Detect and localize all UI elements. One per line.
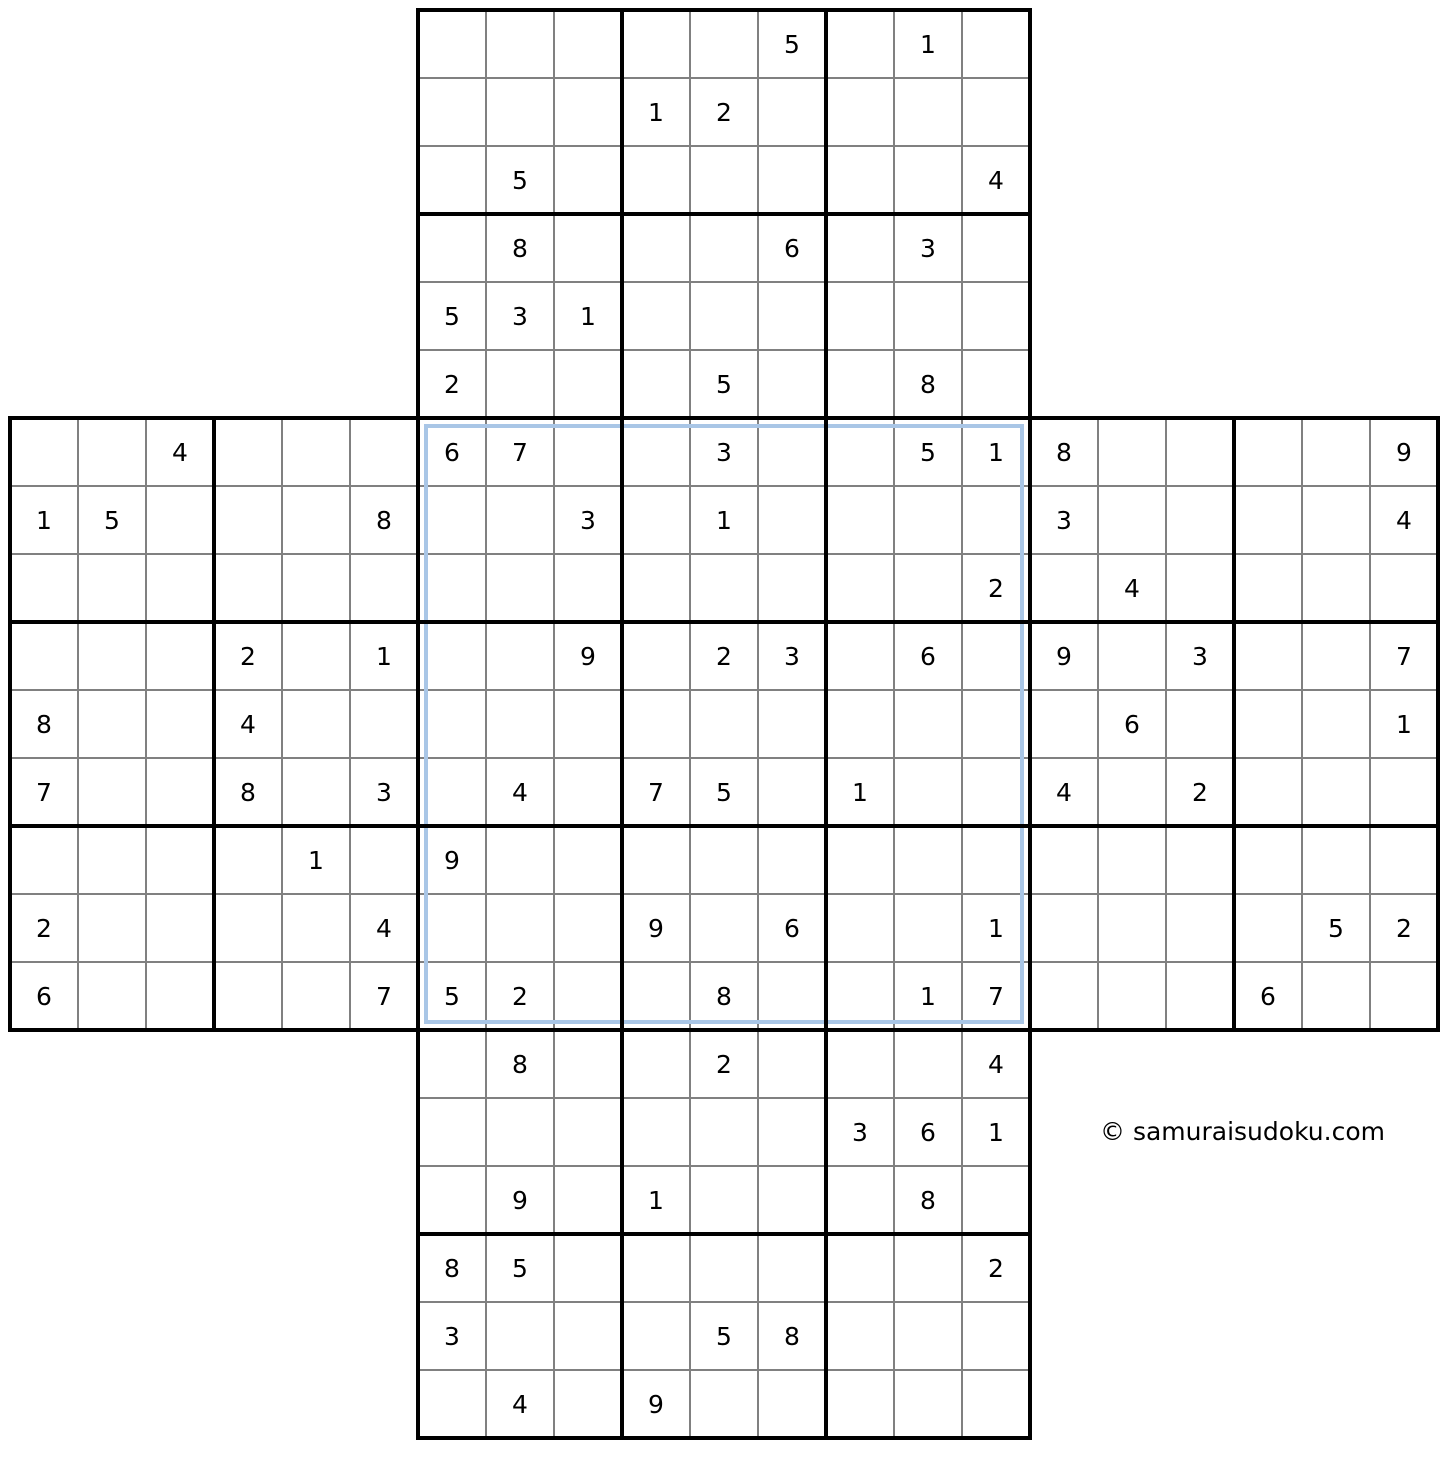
sudoku-cell[interactable] [1234,826,1302,894]
given-digit: 3 [580,506,596,535]
given-digit: 8 [784,1322,800,1351]
sudoku-cell[interactable] [350,554,418,622]
sudoku-cell[interactable] [554,1098,622,1166]
sudoku-cell[interactable] [1098,486,1166,554]
sudoku-cell[interactable] [1234,418,1302,486]
sudoku-cell[interactable] [1302,622,1370,690]
given-digit: 2 [1192,778,1208,807]
sudoku-cell[interactable] [350,690,418,758]
sudoku-cell[interactable] [826,214,894,282]
sudoku-cell[interactable] [1166,962,1234,1030]
given-digit: 5 [1328,914,1344,943]
sudoku-cell[interactable] [962,1370,1030,1438]
sudoku-cell[interactable] [622,350,690,418]
sudoku-cell[interactable] [1302,554,1370,622]
copyright-watermark: © samuraisudoku.com [1100,1117,1385,1146]
given-digit: 1 [852,778,868,807]
given-digit: 6 [920,642,936,671]
given-digit: 7 [36,778,52,807]
given-digit: 3 [512,302,528,331]
sudoku-cell[interactable] [554,826,622,894]
sudoku-cell[interactable] [758,1098,826,1166]
sudoku-cell[interactable] [826,1166,894,1234]
sudoku-cell[interactable] [554,1370,622,1438]
sudoku-cell[interactable] [690,1370,758,1438]
sudoku-cell[interactable] [214,894,282,962]
sudoku-cell[interactable] [78,554,146,622]
sudoku-cell[interactable] [690,554,758,622]
sudoku-cell[interactable] [758,418,826,486]
sudoku-cell[interactable] [146,554,214,622]
sudoku-cell[interactable] [962,214,1030,282]
sudoku-cell[interactable] [690,690,758,758]
sudoku-cell[interactable] [758,1166,826,1234]
sudoku-cell[interactable] [554,78,622,146]
sudoku-cell[interactable] [418,1098,486,1166]
sudoku-cell[interactable] [1302,486,1370,554]
given-digit: 6 [1124,710,1140,739]
sudoku-cell[interactable] [1302,418,1370,486]
given-digit: 1 [648,1186,664,1215]
sudoku-cell[interactable] [758,758,826,826]
sudoku-cell[interactable] [758,486,826,554]
sudoku-cell[interactable] [962,350,1030,418]
sudoku-cell[interactable] [554,690,622,758]
sudoku-cell[interactable] [78,894,146,962]
sudoku-cell[interactable] [1234,486,1302,554]
given-digit: 1 [988,1118,1004,1147]
sudoku-cell[interactable] [622,1098,690,1166]
sudoku-cell[interactable] [962,78,1030,146]
given-digit: 4 [240,710,256,739]
sudoku-cell[interactable] [1166,690,1234,758]
sudoku-cell[interactable] [894,1370,962,1438]
given-digit: 1 [580,302,596,331]
sudoku-cell[interactable] [894,758,962,826]
sudoku-cell[interactable] [690,282,758,350]
sudoku-cell[interactable] [758,1370,826,1438]
sudoku-cell[interactable] [486,78,554,146]
given-digit: 5 [512,166,528,195]
sudoku-cell[interactable] [486,486,554,554]
given-digit: 5 [512,1254,528,1283]
sudoku-cell[interactable] [826,418,894,486]
sudoku-cell[interactable] [554,962,622,1030]
given-digit: 8 [444,1254,460,1283]
sudoku-cell[interactable] [418,146,486,214]
sudoku-cell[interactable] [78,758,146,826]
sudoku-cell[interactable] [1370,962,1438,1030]
sudoku-cell[interactable] [1370,554,1438,622]
given-digit: 6 [784,234,800,263]
given-digit: 6 [444,438,460,467]
sudoku-cell[interactable] [10,554,78,622]
sudoku-cell[interactable] [622,1302,690,1370]
given-digit: 9 [1056,642,1072,671]
sudoku-cell[interactable] [214,554,282,622]
given-digit: 6 [36,982,52,1011]
sudoku-cell[interactable] [282,418,350,486]
given-digit: 6 [784,914,800,943]
sudoku-cell[interactable] [486,894,554,962]
given-digit: 7 [1396,642,1412,671]
sudoku-cell[interactable] [690,1098,758,1166]
sudoku-cell[interactable] [1234,690,1302,758]
sudoku-cell[interactable] [10,622,78,690]
sudoku-cell[interactable] [758,962,826,1030]
sudoku-cell[interactable] [690,1166,758,1234]
sudoku-cell[interactable] [622,690,690,758]
sudoku-cell[interactable] [78,962,146,1030]
sudoku-cell[interactable] [690,826,758,894]
sudoku-cell[interactable] [1302,826,1370,894]
sudoku-cell[interactable] [622,962,690,1030]
sudoku-cell[interactable] [622,1030,690,1098]
sudoku-cell[interactable] [690,146,758,214]
given-digit: 4 [988,166,1004,195]
sudoku-cell[interactable] [962,1166,1030,1234]
given-digit: 9 [1396,438,1412,467]
given-digit: 4 [1396,506,1412,535]
given-digit: 4 [1124,574,1140,603]
given-digit: 1 [920,30,936,59]
sudoku-cell[interactable] [146,894,214,962]
sudoku-cell[interactable] [826,826,894,894]
sudoku-cell[interactable] [1370,826,1438,894]
sudoku-cell[interactable] [962,282,1030,350]
sudoku-cell[interactable] [894,554,962,622]
given-digit: 9 [648,1390,664,1419]
given-digit: 5 [716,1322,732,1351]
sudoku-cell[interactable] [1030,962,1098,1030]
sudoku-cell[interactable] [622,554,690,622]
sudoku-cell[interactable] [350,826,418,894]
sudoku-cell[interactable] [486,350,554,418]
sudoku-cell[interactable] [1234,554,1302,622]
sudoku-cell[interactable] [826,78,894,146]
given-digit: 9 [580,642,596,671]
given-digit: 5 [104,506,120,535]
sudoku-cell[interactable] [894,146,962,214]
sudoku-cell[interactable] [622,826,690,894]
sudoku-cell[interactable] [962,10,1030,78]
given-digit: 4 [376,914,392,943]
given-digit: 1 [988,914,1004,943]
sudoku-cell[interactable] [894,1302,962,1370]
sudoku-cell[interactable] [622,282,690,350]
sudoku-cell[interactable] [1166,554,1234,622]
sudoku-cell[interactable] [282,690,350,758]
given-digit: 1 [1396,710,1412,739]
sudoku-cell[interactable] [486,690,554,758]
sudoku-cell[interactable] [78,690,146,758]
sudoku-cell[interactable] [1234,758,1302,826]
sudoku-cell[interactable] [282,622,350,690]
given-digit: 8 [1056,438,1072,467]
given-digit: 1 [36,506,52,535]
sudoku-cell[interactable] [622,146,690,214]
given-digit: 9 [512,1186,528,1215]
sudoku-cell[interactable] [758,554,826,622]
sudoku-cell[interactable] [554,1302,622,1370]
sudoku-cell[interactable] [418,10,486,78]
sudoku-cell[interactable] [418,554,486,622]
sudoku-cell[interactable] [894,826,962,894]
sudoku-cell[interactable] [350,418,418,486]
given-digit: 9 [648,914,664,943]
sudoku-cell[interactable] [962,1302,1030,1370]
sudoku-cell[interactable] [894,78,962,146]
sudoku-cell[interactable] [282,554,350,622]
given-digit: 8 [36,710,52,739]
given-digit: 8 [716,982,732,1011]
sudoku-cell[interactable] [486,554,554,622]
given-digit: 6 [920,1118,936,1147]
sudoku-cell[interactable] [1098,758,1166,826]
given-digit: 5 [444,982,460,1011]
sudoku-cell[interactable] [486,1098,554,1166]
sudoku-cell[interactable] [1302,690,1370,758]
sudoku-cell[interactable] [418,78,486,146]
sudoku-cell[interactable] [826,622,894,690]
sudoku-cell[interactable] [690,10,758,78]
sudoku-cell[interactable] [418,690,486,758]
sudoku-cell[interactable] [690,1234,758,1302]
sudoku-cell[interactable] [758,146,826,214]
sudoku-cell[interactable] [622,214,690,282]
given-digit: 4 [988,1050,1004,1079]
sudoku-cell[interactable] [622,622,690,690]
sudoku-cell[interactable] [1030,690,1098,758]
sudoku-cell[interactable] [554,1030,622,1098]
sudoku-cell[interactable] [554,1166,622,1234]
sudoku-cell[interactable] [282,894,350,962]
given-digit: 4 [512,778,528,807]
sudoku-cell[interactable] [826,554,894,622]
given-digit: 5 [716,778,732,807]
sudoku-cell[interactable] [214,418,282,486]
given-digit: 2 [512,982,528,1011]
given-digit: 4 [172,438,188,467]
given-digit: 3 [444,1322,460,1351]
sudoku-cell[interactable] [622,486,690,554]
given-digit: 2 [716,98,732,127]
sudoku-cell[interactable] [214,826,282,894]
given-digit: 3 [920,234,936,263]
given-digit: 2 [988,574,1004,603]
sudoku-cell[interactable] [826,282,894,350]
sudoku-cell[interactable] [486,1302,554,1370]
given-digit: 8 [240,778,256,807]
sudoku-cell[interactable] [1370,758,1438,826]
sudoku-cell[interactable] [554,350,622,418]
sudoku-cell[interactable] [214,962,282,1030]
given-digit: 8 [920,1186,936,1215]
sudoku-cell[interactable] [962,690,1030,758]
sudoku-cell[interactable] [146,962,214,1030]
sudoku-cell[interactable] [146,690,214,758]
sudoku-cell[interactable] [758,826,826,894]
sudoku-cell[interactable] [418,214,486,282]
given-digit: 1 [308,846,324,875]
given-digit: 7 [376,982,392,1011]
given-digit: 3 [852,1118,868,1147]
sudoku-cell[interactable] [418,1030,486,1098]
sudoku-cell[interactable] [1302,962,1370,1030]
sudoku-cell[interactable] [554,418,622,486]
sudoku-cell[interactable] [10,418,78,486]
sudoku-cell[interactable] [622,10,690,78]
given-digit: 3 [1192,642,1208,671]
given-digit: 2 [988,1254,1004,1283]
given-digit: 2 [240,642,256,671]
sudoku-cell[interactable] [1030,554,1098,622]
sudoku-cell[interactable] [894,894,962,962]
sudoku-cell[interactable] [758,282,826,350]
given-digit: 1 [376,642,392,671]
given-digit: 1 [988,438,1004,467]
sudoku-cell[interactable] [486,826,554,894]
sudoku-cell[interactable] [1098,962,1166,1030]
given-digit: 2 [444,370,460,399]
sudoku-cell[interactable] [418,758,486,826]
sudoku-cell[interactable] [418,486,486,554]
sudoku-cell[interactable] [282,486,350,554]
sudoku-cell[interactable] [622,418,690,486]
sudoku-cell[interactable] [554,894,622,962]
sudoku-cell[interactable] [758,690,826,758]
given-digit: 1 [716,506,732,535]
given-digit: 2 [716,642,732,671]
sudoku-cell[interactable] [826,146,894,214]
sudoku-cell[interactable] [418,622,486,690]
sudoku-cell[interactable] [78,418,146,486]
sudoku-cell[interactable] [1098,418,1166,486]
given-digit: 5 [444,302,460,331]
sudoku-cell[interactable] [486,10,554,78]
sudoku-cell[interactable] [826,1370,894,1438]
sudoku-cell[interactable] [826,690,894,758]
sudoku-cell[interactable] [962,486,1030,554]
sudoku-cell[interactable] [1302,758,1370,826]
sudoku-cell[interactable] [214,486,282,554]
sudoku-cell[interactable] [758,78,826,146]
sudoku-cell[interactable] [962,826,1030,894]
given-digit: 3 [376,778,392,807]
sudoku-cell[interactable] [1166,894,1234,962]
sudoku-cell[interactable] [10,826,78,894]
given-digit: 1 [920,982,936,1011]
given-digit: 1 [648,98,664,127]
sudoku-cell[interactable] [826,894,894,962]
given-digit: 8 [376,506,392,535]
sudoku-cell[interactable] [962,622,1030,690]
sudoku-cell[interactable] [826,962,894,1030]
sudoku-cell[interactable] [282,962,350,1030]
given-digit: 8 [920,370,936,399]
given-digit: 6 [1260,982,1276,1011]
sudoku-cell[interactable] [826,1302,894,1370]
sudoku-cell[interactable] [1234,622,1302,690]
sudoku-cell[interactable] [282,758,350,826]
given-digit: 8 [512,1050,528,1079]
sudoku-cell[interactable] [758,1030,826,1098]
sudoku-cell[interactable] [1030,826,1098,894]
sudoku-cell[interactable] [418,1370,486,1438]
sudoku-cell[interactable] [962,758,1030,826]
given-digit: 2 [36,914,52,943]
sudoku-cell[interactable] [894,282,962,350]
sudoku-cell[interactable] [1098,826,1166,894]
given-digit: 5 [784,30,800,59]
sudoku-cell[interactable] [826,350,894,418]
sudoku-cell[interactable] [1098,894,1166,962]
given-digit: 7 [512,438,528,467]
sudoku-cell[interactable] [1098,622,1166,690]
sudoku-cell[interactable] [78,826,146,894]
sudoku-cell[interactable] [78,622,146,690]
sudoku-cell[interactable] [1234,894,1302,962]
given-digit: 3 [1056,506,1072,535]
sudoku-cell[interactable] [622,1234,690,1302]
sudoku-cell[interactable] [894,1234,962,1302]
given-digit: 2 [716,1050,732,1079]
sudoku-cell[interactable] [894,690,962,758]
sudoku-cell[interactable] [554,554,622,622]
sudoku-cell[interactable] [826,486,894,554]
sudoku-cell[interactable] [1166,486,1234,554]
sudoku-cell[interactable] [418,1166,486,1234]
given-digit: 4 [1056,778,1072,807]
sudoku-cell[interactable] [826,1030,894,1098]
sudoku-cell[interactable] [1030,894,1098,962]
given-digit: 7 [648,778,664,807]
given-digit: 7 [988,982,1004,1011]
sudoku-cell[interactable] [826,10,894,78]
sudoku-cell[interactable] [146,826,214,894]
sudoku-cell[interactable] [1166,418,1234,486]
sudoku-cell[interactable] [758,1234,826,1302]
sudoku-cell[interactable] [146,486,214,554]
sudoku-cell[interactable] [486,622,554,690]
sudoku-cell[interactable] [554,1234,622,1302]
sudoku-cell[interactable] [894,1030,962,1098]
sudoku-cell[interactable] [690,894,758,962]
sudoku-cell[interactable] [554,146,622,214]
sudoku-cell[interactable] [554,214,622,282]
given-digit: 3 [716,438,732,467]
sudoku-cell[interactable] [418,894,486,962]
given-digit: 2 [1396,914,1412,943]
given-digit: 5 [716,370,732,399]
given-digit: 8 [512,234,528,263]
sudoku-cell[interactable] [146,758,214,826]
sudoku-cell[interactable] [826,1234,894,1302]
sudoku-cell[interactable] [894,486,962,554]
sudoku-cell[interactable] [758,350,826,418]
given-digit: 3 [784,642,800,671]
sudoku-cell[interactable] [554,10,622,78]
sudoku-cell[interactable] [146,622,214,690]
given-digit: 4 [512,1390,528,1419]
sudoku-cell[interactable] [1166,826,1234,894]
given-digit: 5 [920,438,936,467]
sudoku-cell[interactable] [554,758,622,826]
sudoku-cell[interactable] [690,214,758,282]
given-digit: 9 [444,846,460,875]
